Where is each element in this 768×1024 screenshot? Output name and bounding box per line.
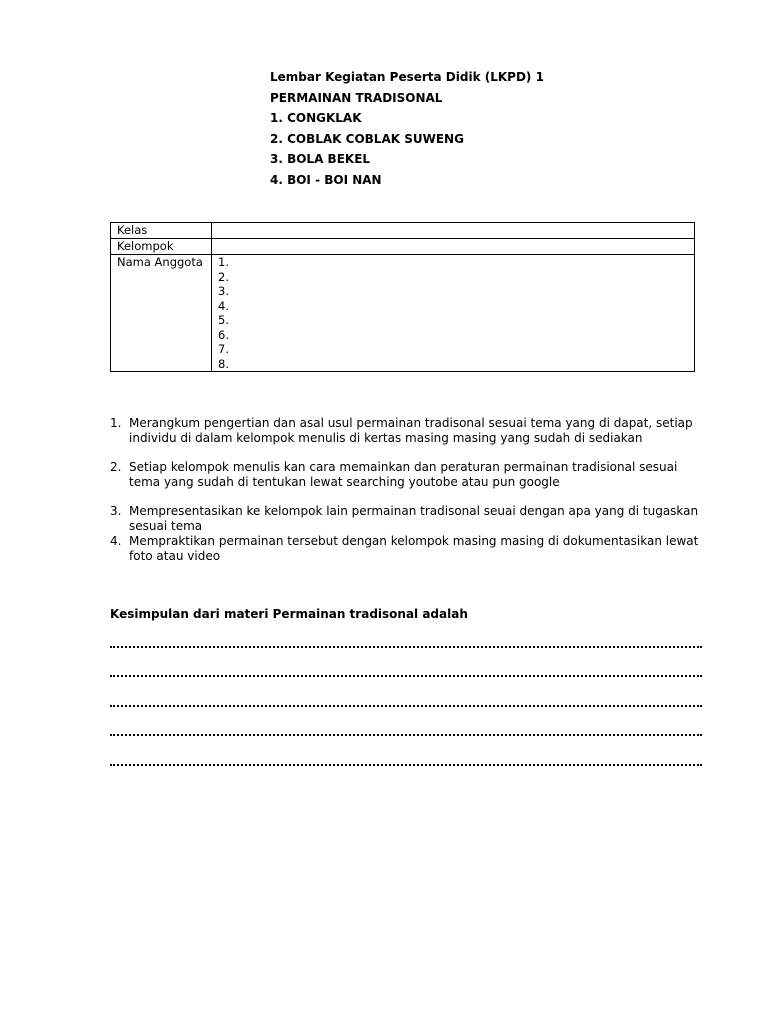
- task-number: 4.: [110, 534, 122, 548]
- kelompok-label: Kelompok: [111, 239, 212, 255]
- game-item: 3. BOLA BEKEL: [270, 152, 371, 166]
- task-item: [110, 504, 705, 534]
- task-number: 3.: [110, 504, 122, 518]
- anggota-label: Nama Anggota: [111, 255, 212, 372]
- group-info-table: [110, 222, 695, 372]
- worksheet-title: Lembar Kegiatan Peserta Didik (LKPD) 1: [270, 70, 544, 84]
- conclusion-label: Kesimpulan dari materi Permainan tradisonal adalah: [110, 607, 468, 621]
- member-number: 1.: [218, 255, 229, 269]
- member-number: 5.: [218, 313, 229, 327]
- game-item: 1. CONGKLAK: [270, 111, 362, 125]
- task-text: Merangkum pengertian dan asal usul permainan tradisonal sesuai tema yang di dapat, setiap individu di dalam kelompok menulis di kertas masing masing yang sudah di sediakan: [129, 416, 693, 445]
- kelompok-row: [111, 239, 695, 255]
- task-item: [110, 416, 705, 446]
- dotted-answer-line: [110, 675, 702, 677]
- kelompok-field: [212, 239, 695, 255]
- dotted-answer-line: [110, 734, 702, 736]
- task-text: Mempresentasikan ke kelompok lain permainan tradisonal seuai dengan apa yang di tugaskan sesuai tema: [129, 504, 699, 533]
- member-number: 6.: [218, 327, 229, 342]
- task-text: Mempraktikan permainan tersebut dengan kelompok masing masing di dokumentasikan lewat foto atau video: [129, 534, 699, 563]
- anggota-field: [212, 255, 695, 372]
- member-number: 8.: [218, 356, 229, 371]
- task-item: [110, 460, 705, 490]
- task-item: [110, 534, 705, 564]
- member-list: [218, 255, 688, 371]
- worksheet-subtitle: PERMAINAN TRADISONAL: [270, 90, 443, 105]
- task-text: Setiap kelompok menulis kan cara memainkan dan peraturan permainan tradisional sesuai tema yang sudah di tentukan lewat searching youtobe atau pun google: [129, 460, 678, 489]
- task-number: 2.: [110, 460, 122, 474]
- task-list: [110, 416, 705, 564]
- member-number: 3.: [218, 284, 229, 298]
- game-item: 2. COBLAK COBLAK SUWENG: [270, 131, 464, 146]
- kelas-field: [212, 223, 695, 239]
- dotted-answer-line: [110, 764, 702, 766]
- anggota-row: [111, 255, 695, 372]
- kelas-label: Kelas: [111, 223, 212, 239]
- member-number: 7.: [218, 342, 229, 356]
- kelas-row: [111, 223, 695, 239]
- member-number: 2.: [218, 269, 229, 284]
- worksheet-header: [270, 67, 544, 190]
- dotted-answer-line: [110, 705, 702, 707]
- game-item: 4. BOI - BOI NAN: [270, 172, 382, 187]
- member-number: 4.: [218, 298, 229, 313]
- dotted-answer-line: [110, 646, 702, 648]
- task-number: 1.: [110, 416, 122, 430]
